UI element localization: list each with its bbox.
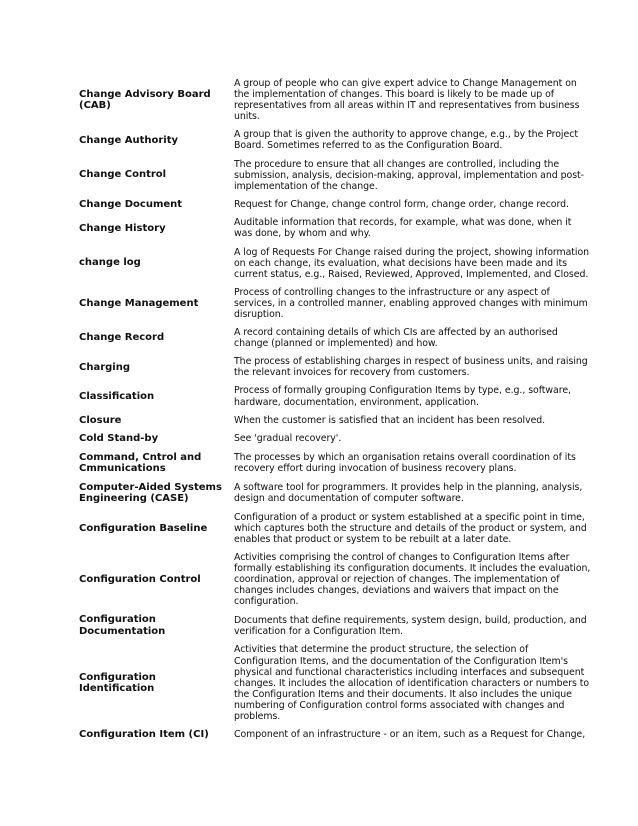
glossary-term: Change Advisory Board (CAB)	[79, 88, 211, 112]
glossary-definition: A record containing details of which CIs are affected by an authorised change (planned or implemented) and how.	[234, 327, 558, 350]
glossary-row	[79, 159, 591, 192]
glossary-definition: Activities comprising the control of changes to Configuration Items after formally establishing its configuration documents. It includes the evaluation, coordination, approval or rejection of changes. The implementation of changes includes changes, deviations and waivers that impact on the configuration.	[234, 551, 591, 608]
glossary-term: Change History	[79, 222, 166, 234]
glossary-definition: The procedure to ensure that all changes are controlled, including the submission, analysis, decision-making, approval, implementation and post-implementation of the change.	[234, 158, 584, 192]
glossary-row	[79, 129, 591, 151]
glossary-definition: Documents that define requirements, system design, build, production, and verification for a Configuration Item.	[234, 614, 587, 637]
glossary-term: Configuration Baseline	[79, 522, 208, 534]
glossary-definition: A log of Requests For Change raised during the project, showing information on each change, its evaluation, what decisions have been made and its current status, e.g., Raised, Reviewed, Approved, Implemented, and Closed.	[234, 246, 590, 280]
glossary-term: Configuration Control	[79, 573, 201, 585]
glossary-table	[79, 78, 591, 748]
glossary-definition: A group of people who can give expert advice to Change Management on the implementation of changes. This board is likely to be made up of representatives from all areas within IT and representatives from business units.	[234, 78, 580, 123]
glossary-term: Cold Stand-by	[79, 433, 159, 445]
glossary-row	[79, 433, 591, 445]
glossary-row	[79, 415, 591, 427]
glossary-row	[79, 385, 591, 407]
glossary-definition: Auditable information that records, for example, what was done, when it was done, by whom and why.	[234, 217, 572, 240]
glossary-row	[79, 644, 591, 722]
glossary-row	[79, 217, 591, 239]
glossary-term: Change Document	[79, 198, 183, 210]
glossary-term: Charging	[79, 361, 131, 373]
glossary-row	[79, 78, 591, 122]
glossary-row	[79, 729, 591, 741]
glossary-term: Closure	[79, 414, 122, 426]
glossary-term: Change Authority	[79, 134, 179, 146]
glossary-term: Computer-Aided Systems Engineering (CASE)	[79, 481, 222, 505]
glossary-term: Change Record	[79, 332, 165, 344]
glossary-row	[79, 482, 591, 505]
glossary-row	[79, 199, 591, 211]
glossary-definition: When the customer is satisfied that an incident has been resolved.	[234, 414, 546, 426]
glossary-term: Classification	[79, 390, 155, 402]
glossary-definition: A group that is given the authority to approve change, e.g., by the Project Board. Sometimes referred to as the Configuration Board.	[234, 129, 578, 152]
glossary-definition: Process of formally grouping Configuration Items by type, e.g., software, hardware, documentation, environment, application.	[234, 385, 571, 408]
glossary-row	[79, 327, 591, 349]
glossary-term: Configuration Item (CI)	[79, 729, 209, 741]
glossary-definition: The processes by which an organisation retains overall coordination of its recovery effort during invocation of business recovery plans.	[234, 452, 576, 475]
glossary-definition: Request for Change, change control form, change order, change record.	[234, 199, 569, 211]
glossary-definition: Configuration of a product or system established at a specific point in time, which captures both the structure and details of the product or system, and enables that product or system to be rebuilt at a later date.	[234, 511, 587, 545]
glossary-definition: The process of establishing charges in respect of business units, and raising the relevant invoices for recovery from customers.	[234, 356, 588, 379]
glossary-definition: Activities that determine the product structure, the selection of Configuration Items, and the documentation of the Configuration Item's physical and functional characteristics including interfaces and subsequent changes. It includes the allocation of identification characters or numbers to the Configuration Items and their documents. It also includes the unique numbering of Configuration control forms associated with changes and problems.	[234, 644, 590, 722]
glossary-row	[79, 552, 591, 607]
glossary-row	[79, 356, 591, 378]
glossary-row	[79, 452, 591, 475]
glossary-definition: Component of an infrastructure - or an item, such as a Request for Change,	[234, 729, 586, 741]
glossary-term: Configuration Identification	[79, 671, 156, 695]
glossary-row	[79, 247, 591, 280]
glossary-term: Change Control	[79, 169, 167, 181]
glossary-definition: See 'gradual recovery'.	[234, 433, 342, 445]
glossary-row	[79, 512, 591, 545]
glossary-term: Command, Cntrol and Cmmunications	[79, 451, 202, 475]
glossary-row	[79, 287, 591, 320]
glossary-term: Configuration Documentation	[79, 614, 166, 637]
glossary-definition: Process of controlling changes to the infrastructure or any aspect of services, in a controlled manner, enabling approved changes with minimum disruption.	[234, 286, 588, 320]
glossary-definition: A software tool for programmers. It provides help in the planning, analysis, design and documentation of computer software.	[234, 482, 583, 505]
glossary-term: change log	[79, 257, 141, 269]
glossary-term: Change Management	[79, 297, 199, 309]
glossary-row	[79, 614, 591, 637]
